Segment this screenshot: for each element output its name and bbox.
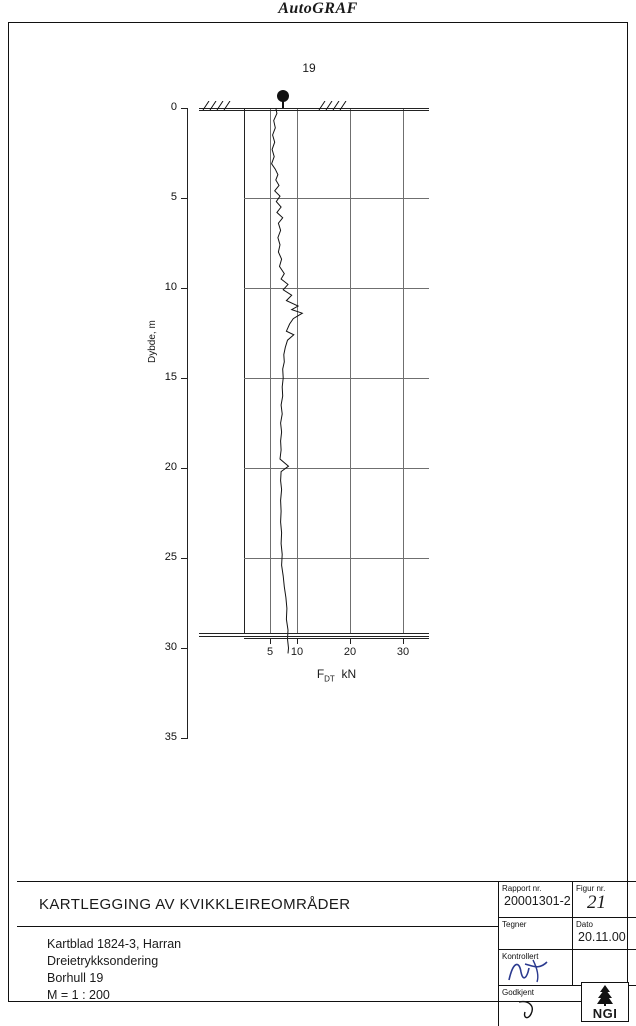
field-report-value: 20001301-2 (504, 894, 571, 908)
depth-tick-label-25: 25 (164, 551, 177, 563)
field-row-checked (499, 950, 636, 986)
x-tick-5 (270, 638, 271, 644)
title-block (17, 881, 636, 1025)
autograf-header: AutoGRAF (278, 0, 358, 17)
ngi-wordmark: NGI (592, 1006, 618, 1021)
field-figure-label: Figur nr. (576, 884, 606, 893)
x-axis-symbol: F (316, 667, 325, 681)
signature-approved (515, 998, 575, 1022)
field-drawn-by (499, 918, 573, 949)
ngi-logo (581, 982, 629, 1022)
field-row-report (499, 882, 636, 918)
fdt-curve (139, 63, 479, 763)
depth-tick-label-20: 20 (164, 461, 177, 473)
field-date-value: 20.11.00 (578, 930, 626, 944)
field-checked-label: Kontrollert (502, 952, 539, 961)
field-row-drawn (499, 918, 636, 950)
x-tick-label-5: 5 (266, 646, 274, 658)
sounding-chart (139, 63, 479, 753)
title-block-divider (17, 926, 499, 927)
detail-line-2: Dreietrykksondering (47, 954, 159, 968)
field-checked-by (499, 950, 573, 985)
bottom-line-2 (199, 636, 429, 637)
depth-tick-label-35: 35 (164, 731, 177, 743)
x-axis (244, 638, 429, 639)
field-report-number (499, 882, 573, 917)
title-block-left (17, 882, 499, 1026)
field-drawn-label: Tegner (502, 920, 527, 929)
field-figure-number (573, 882, 636, 917)
depth-tick-label-0: 0 (170, 101, 177, 113)
x-axis-title (244, 667, 429, 683)
field-date-label: Dato (576, 920, 593, 929)
title-block-details (47, 936, 181, 1004)
project-title: KARTLEGGING AV KVIKKLEIREOMRÅDER (39, 896, 351, 913)
field-figure-value: 21 (587, 892, 606, 913)
x-axis-unit: kN (341, 667, 357, 681)
x-tick-label-30: 30 (396, 646, 410, 658)
drawing-sheet (8, 22, 628, 1021)
depth-tick-label-15: 15 (164, 371, 177, 383)
depth-tick-label-5: 5 (170, 191, 177, 203)
x-tick-30 (403, 638, 404, 644)
depth-tick-label-30: 30 (164, 641, 177, 653)
x-tick-label-20: 20 (343, 646, 357, 658)
x-tick-20 (350, 638, 351, 644)
detail-line-1: Kartblad 1824-3, Harran (47, 937, 182, 951)
field-date (573, 918, 636, 949)
detail-line-4: M = 1 : 200 (47, 988, 110, 1002)
title-block-right (499, 882, 636, 1026)
field-approved-label: Godkjent (502, 988, 535, 997)
y-axis-title: Dybde, m (147, 320, 158, 363)
bottom-line (199, 633, 429, 634)
x-axis-subscript: DT (324, 674, 335, 684)
signature-checked (503, 958, 573, 984)
detail-line-3: Borhull 19 (47, 971, 104, 985)
tree-icon (582, 983, 628, 1007)
x-tick-label-10: 10 (290, 646, 304, 658)
field-approved-by (499, 986, 573, 1026)
field-report-label: Rapport nr. (502, 884, 542, 893)
x-tick-10 (297, 638, 298, 644)
depth-tick-label-10: 10 (164, 281, 177, 293)
chart-title: 19 (302, 61, 316, 75)
